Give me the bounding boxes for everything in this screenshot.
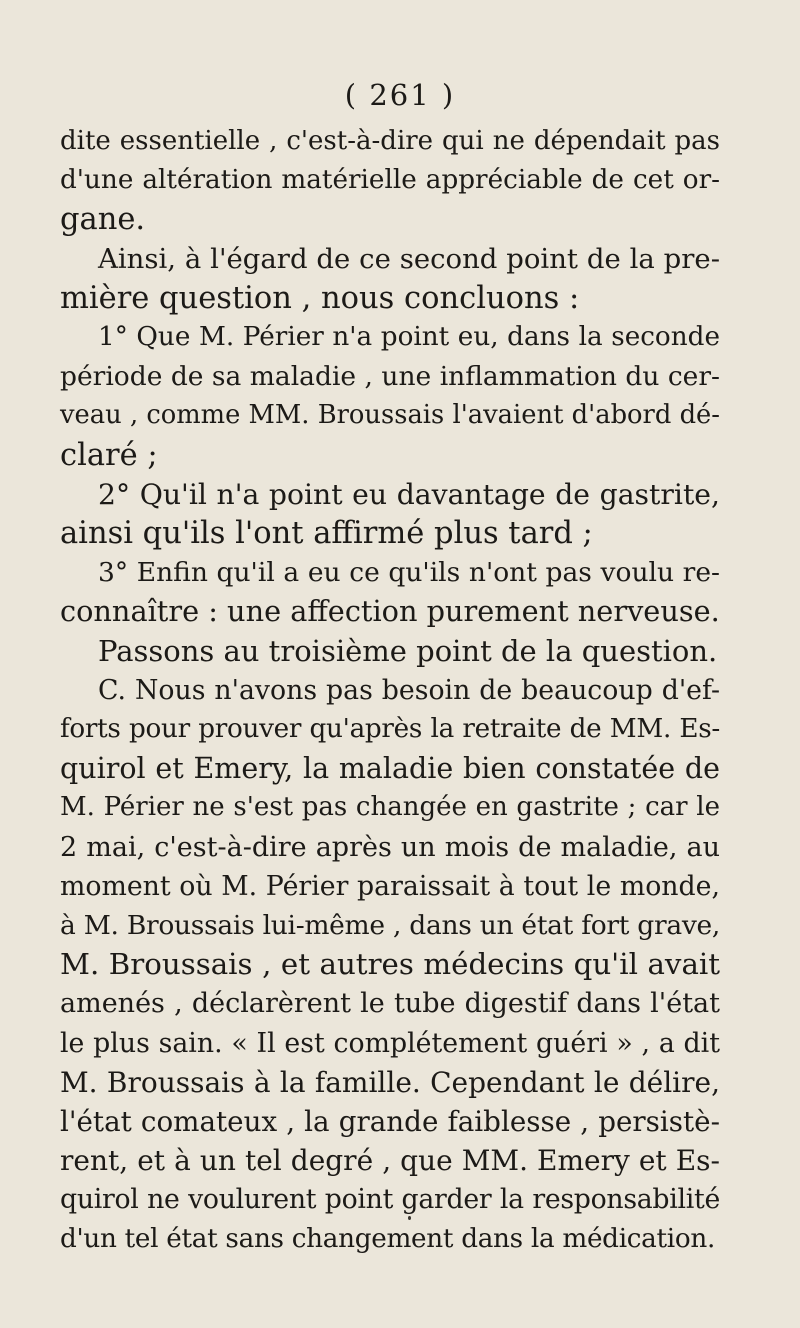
text-line: Passons au troisième point de la question. — [98, 633, 718, 668]
text-line: 1° Que M. Périer n'a point eu, dans la seconde — [98, 322, 720, 353]
text-line: M. Broussais , et autres médecins qu'il avait — [60, 947, 720, 982]
text-line: le plus sain. « Il est complétement guéri » , a dit — [60, 1027, 720, 1059]
text-line: l'état comateux , la grande faiblesse , persistè- — [60, 1105, 720, 1139]
text-line: M. Broussais à la famille. Cependant le délire, — [60, 1065, 720, 1099]
body-text — [60, 122, 720, 1259]
text-line: connaître : une affection purement nerveuse. — [60, 594, 720, 629]
text-line: d'un tel état sans changement dans la médication. — [60, 1223, 716, 1254]
ink-speck — [408, 1216, 411, 1220]
text-line: ainsi qu'ils l'ont affirmé plus tard ; — [60, 516, 593, 552]
text-line: quirol et Emery, la maladie bien constatée de — [60, 752, 720, 786]
text-line: 2 mai, c'est-à-dire après un mois de maladie, au — [60, 831, 720, 863]
text-line: d'une altération matérielle appréciable de cet or- — [60, 165, 720, 196]
text-line: forts pour prouver qu'après la retraite de MM. Es- — [60, 714, 720, 745]
text-line: Ainsi, à l'égard de ce second point de la pre- — [98, 242, 720, 275]
text-line: gane. — [60, 202, 146, 238]
text-line: à M. Broussais lui-même , dans un état fort grave, — [60, 910, 720, 942]
text-line: quirol ne voulurent point garder la responsabilité — [60, 1184, 720, 1216]
text-line: veau , comme MM. Broussais l'avaient d'abord dé- — [60, 400, 720, 431]
page-number: ( 261 ) — [344, 78, 456, 112]
text-line: rent, et à un tel degré , que MM. Emery et Es- — [60, 1144, 720, 1178]
text-line: 3° Enfin qu'il a eu ce qu'ils n'ont pas voulu re- — [98, 557, 720, 589]
text-line: M. Périer ne s'est pas changée en gastrite ; car le — [60, 792, 720, 823]
text-line: dite essentielle , c'est-à-dire qui ne dépendait pas — [60, 126, 720, 156]
text-line: C. Nous n'avons pas besoin de beaucoup d'ef- — [98, 674, 720, 706]
text-line: moment où M. Périer paraissait à tout le monde, — [60, 870, 720, 902]
text-line: amenés , déclarèrent le tube digestif dans l'état — [60, 988, 720, 1020]
text-line: mière question , nous concluons : — [60, 280, 580, 316]
text-line: claré ; — [60, 437, 158, 473]
text-line: 2° Qu'il n'a point eu davantage de gastrite, — [98, 477, 720, 511]
text-line: période de sa maladie , une inflammation du cer- — [60, 361, 720, 393]
